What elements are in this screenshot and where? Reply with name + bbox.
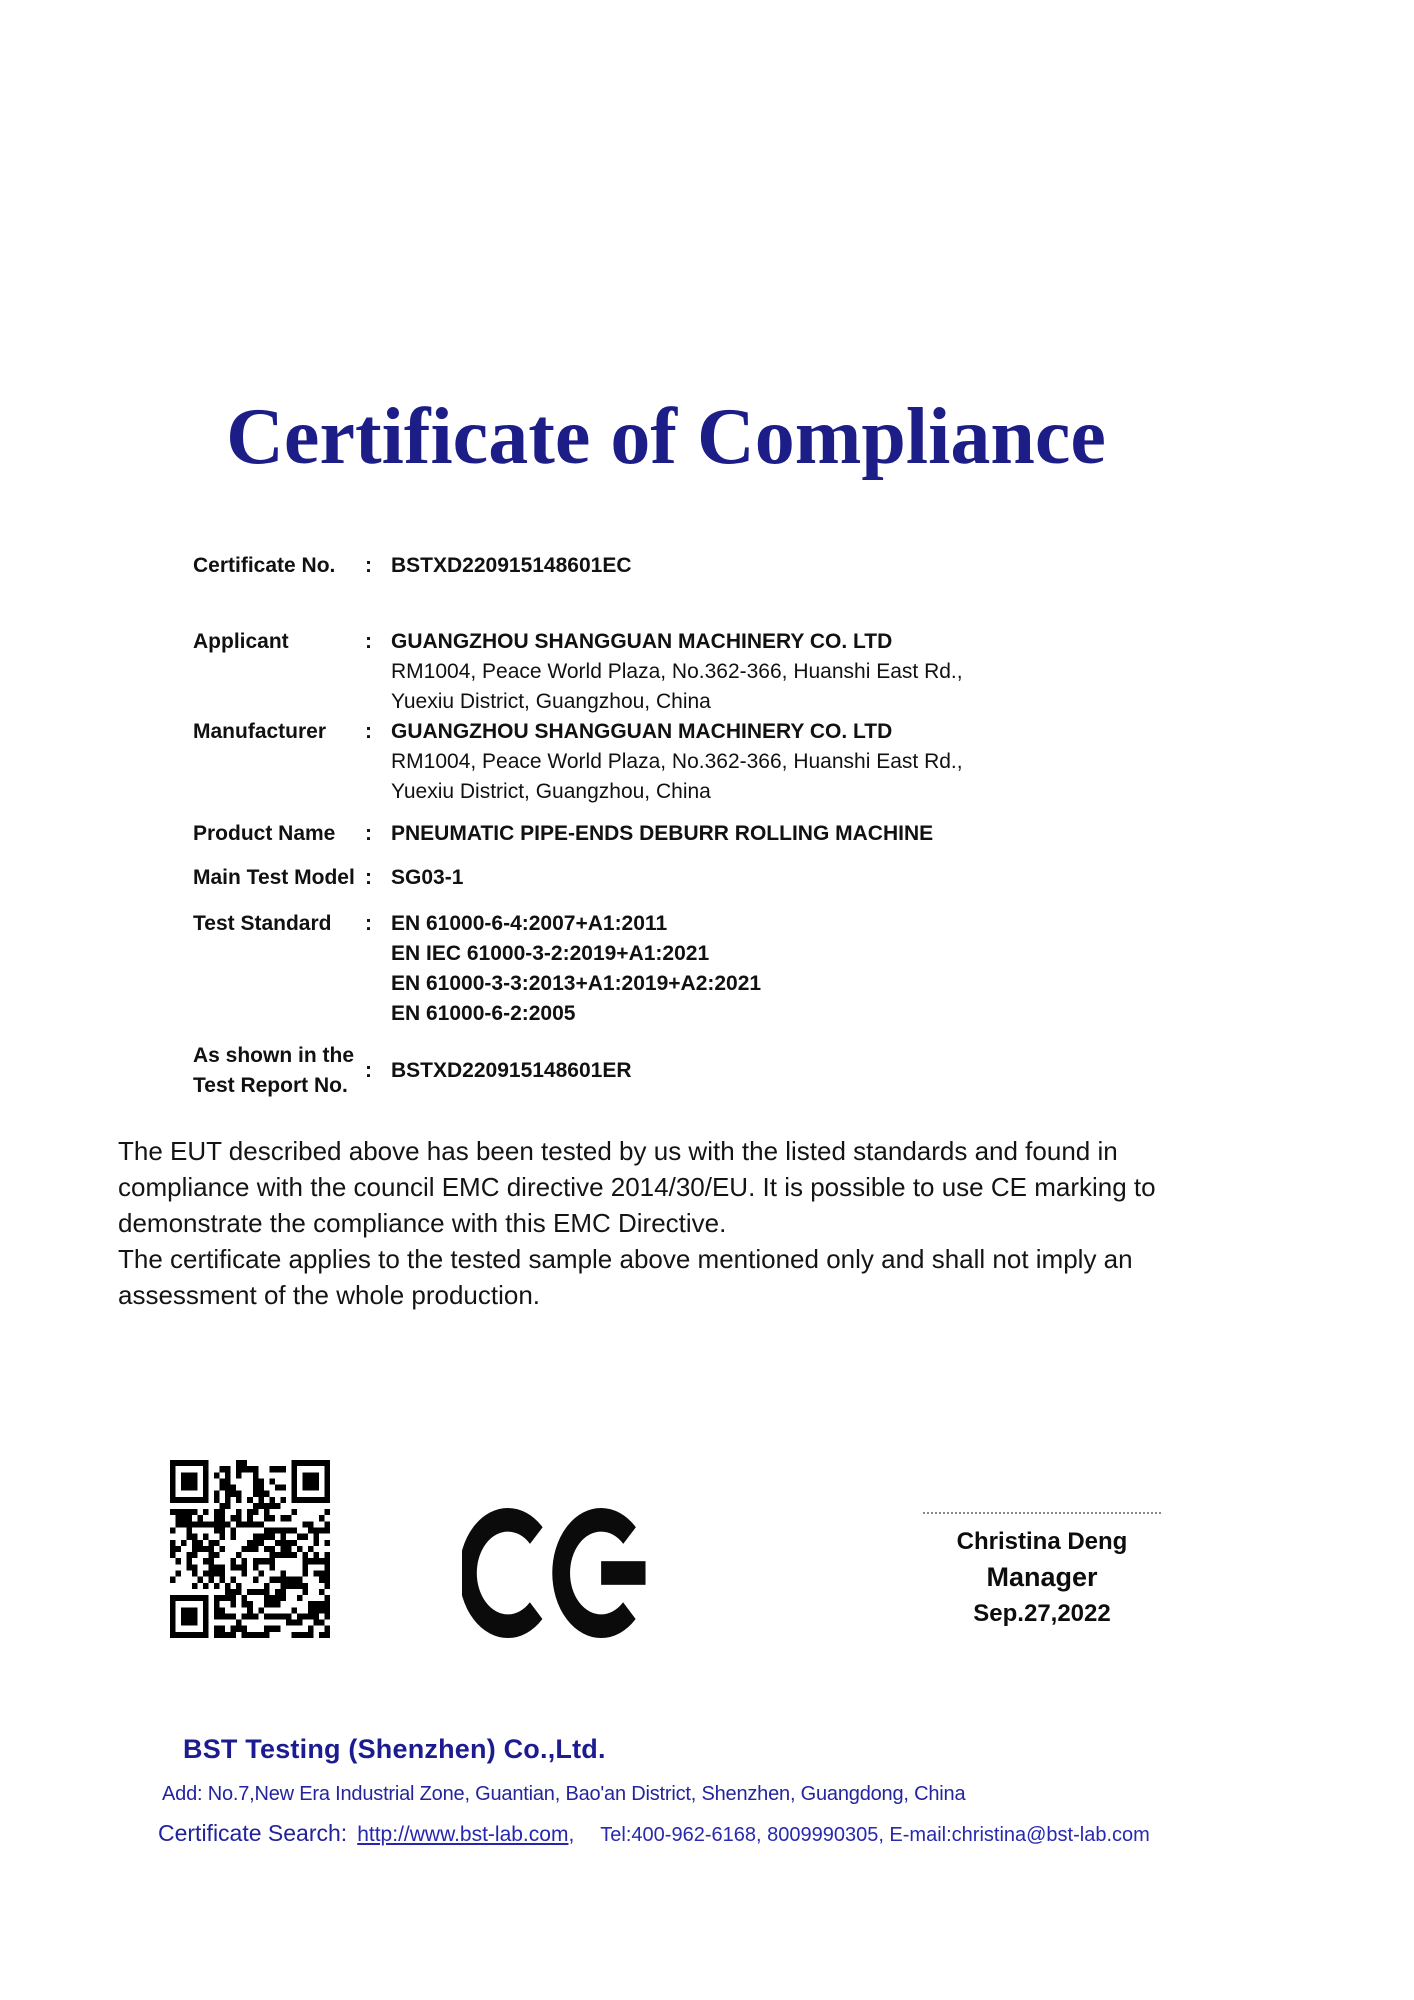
field-label-test-standard: Test Standard (193, 912, 332, 935)
field-value-certificate-no: BSTXD220915148601EC (391, 554, 632, 577)
field-value-applicant (391, 627, 1193, 717)
certificate-search-link[interactable]: http://www.bst-lab.com (357, 1823, 569, 1846)
field-label-product-name: Product Name (193, 822, 336, 845)
field-label-certificate-no: Certificate No. (193, 554, 336, 577)
test-standard-line-2: EN IEC 61000-3-2:2019+A1:2021 (391, 942, 710, 965)
footer-contact-line (158, 1820, 1258, 1847)
field-value-manufacturer (391, 717, 1193, 807)
test-standard-line-3: EN 61000-3-3:2013+A1:2019+A2:2021 (391, 972, 762, 995)
test-standard-line-1: EN 61000-6-4:2007+A1:2011 (391, 912, 668, 935)
test-standard-line-4: EN 61000-6-2:2005 (391, 1002, 576, 1025)
field-colon: : (365, 630, 372, 653)
field-label-main-test-model: Main Test Model (193, 866, 355, 889)
phone-email-contact: Tel:400-962-6168, 8009990305, E-mail:christina@bst-lab.com (600, 1824, 1150, 1846)
field-colon: : (365, 912, 372, 935)
field-colon: : (365, 1059, 372, 1082)
issuer-address: Add: No.7,New Era Industrial Zone, Guantian, Bao'an District, Shenzhen, Guangdong, China (162, 1783, 966, 1805)
fields-table (193, 551, 1193, 1101)
signature-block (916, 1512, 1168, 1628)
field-label-applicant: Applicant (193, 630, 289, 653)
signatory-name: Christina Deng (956, 1528, 1128, 1555)
field-colon: : (365, 866, 372, 889)
field-value-test-standard (391, 909, 1193, 1029)
statement-paragraph-1: The EUT described above has been tested by us with the listed standards and found in compliance with the council EMC directive 2014/30/EU. It is possible to use CE marking to demonstrate the compliance with this EMC Directive. (118, 1136, 1156, 1238)
field-colon: : (365, 554, 372, 577)
field-row-certificate-no (193, 551, 1193, 581)
certificate-search-label: Certificate Search: (158, 1820, 348, 1846)
field-row-applicant (193, 627, 1193, 717)
field-colon: : (365, 822, 372, 845)
field-row-test-standard (193, 909, 1193, 1029)
signature-date: Sep.27,2022 (973, 1600, 1111, 1627)
issuer-company-name: BST Testing (Shenzhen) Co.,Ltd. (183, 1734, 606, 1764)
field-row-manufacturer (193, 717, 1193, 807)
compliance-statement (118, 1133, 1203, 1313)
field-label-manufacturer: Manufacturer (193, 720, 327, 743)
manufacturer-address-line-2: Yuexiu District, Guangzhou, China (391, 780, 711, 803)
signature-dotted-line (923, 1512, 1161, 1514)
field-row-main-test-model (193, 863, 1193, 893)
ce-mark-icon (462, 1504, 647, 1642)
field-label-test-report-no (193, 1041, 365, 1101)
field-row-test-report-no (193, 1041, 1193, 1101)
url-suffix: , (568, 1823, 575, 1846)
applicant-address-line-1: RM1004, Peace World Plaza, No.362-366, Huanshi East Rd., (391, 660, 963, 683)
manufacturer-address-line-1: RM1004, Peace World Plaza, No.362-366, Huanshi East Rd., (391, 750, 963, 773)
signatory-role: Manager (986, 1562, 1098, 1592)
test-report-label-line-1: As shown in the (193, 1044, 355, 1067)
qr-code (170, 1460, 330, 1638)
field-value-test-report-no: BSTXD220915148601ER (391, 1059, 632, 1082)
applicant-name: GUANGZHOU SHANGGUAN MACHINERY CO. LTD (391, 630, 893, 653)
field-colon: : (365, 720, 372, 743)
manufacturer-name: GUANGZHOU SHANGGUAN MACHINERY CO. LTD (391, 720, 893, 743)
applicant-address-line-2: Yuexiu District, Guangzhou, China (391, 690, 711, 713)
field-value-product-name: PNEUMATIC PIPE-ENDS DEBURR ROLLING MACHINE (391, 822, 934, 845)
field-row-product-name (193, 819, 1193, 849)
test-report-label-line-2: Test Report No. (193, 1074, 348, 1097)
page-title: Certificate of Compliance (226, 393, 1106, 481)
statement-paragraph-2: The certificate applies to the tested sample above mentioned only and shall not imply an assessment of the whole production. (118, 1244, 1133, 1310)
field-value-main-test-model: SG03-1 (391, 866, 464, 889)
